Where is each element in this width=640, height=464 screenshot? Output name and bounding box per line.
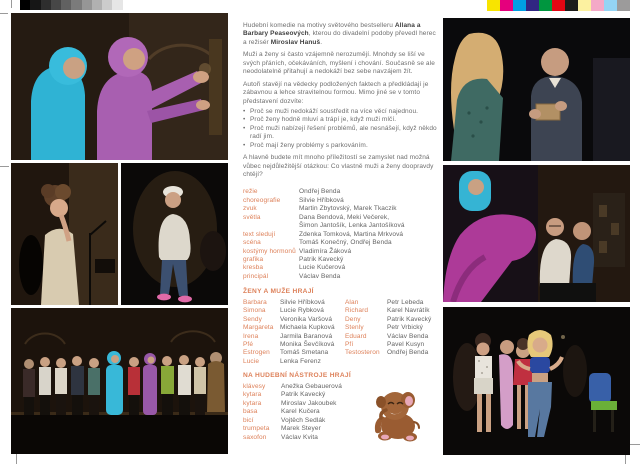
cast-row: Sendy Veronika Varšová [243, 315, 333, 323]
gray-swatch [61, 0, 71, 10]
right-photo-column [443, 18, 630, 455]
credit-row: režie Ondřej Benda [243, 188, 341, 196]
band-row: kytara Miroslav Jakoubek [243, 399, 337, 407]
credit-row: grafika Patrik Kavecký [243, 255, 344, 263]
band-row: saxofon Václav Kvita [243, 433, 318, 441]
cast-row: Deny Patrik Kavecký [345, 315, 432, 323]
cast-list [243, 299, 439, 367]
photo-actor-white-tshirt [121, 163, 228, 305]
gray-swatch [123, 0, 133, 10]
list-item: • Proč se muži nedokáží soustředit na více věcí najednou. [243, 107, 419, 115]
mammoth-cartoon-icon [368, 384, 426, 442]
color-swatch [539, 0, 552, 11]
list-item: • Proč muži nabízejí řešení problémů, ale nesnášejí, když někdo radí jim. [243, 124, 437, 141]
cast-row: Stenly Petr Vrbický [345, 324, 423, 332]
cast-row: Testosteron Ondřej Benda [345, 349, 429, 357]
intro-paragraph-3: Autoři stavějí na vědecky podložených faktech a předkládají je zábavnou a lehce stravitelnou formou. Mimo jiné se v tomto představení dozvíte: [243, 80, 429, 105]
trim-mark [11, 0, 12, 8]
credit-row: text sledují Zdenka Tomková, Martina Mrkvová [243, 230, 404, 238]
gray-swatch [92, 0, 102, 10]
band-row: basa Karel Kučera [243, 408, 320, 416]
cast-row: Pfé Monika Ševčíková [243, 341, 335, 348]
gray-swatch [41, 0, 51, 10]
trim-mark [16, 453, 17, 464]
band-row: kytara Patrik Kavecký [243, 391, 326, 399]
gray-swatch [82, 0, 92, 10]
cast-section-heading: ŽENY A MUŽE HRAJÍ [243, 288, 314, 296]
gray-swatch [30, 0, 40, 10]
intro-paragraph-2: Muži a ženy si často vzájemně nerozumějí. Mnohdy se liší ve svých přáních, očekáváních, myšlení i chování. Současně se ale neodolatelně přitahují a nedokáží bez sebe navzájem žít. [243, 51, 435, 76]
color-swatch [526, 0, 539, 11]
production-credits [243, 188, 439, 281]
cast-column-left [243, 299, 345, 367]
bullet-list [243, 108, 439, 150]
color-swatch [578, 0, 591, 11]
color-swatch [500, 0, 513, 11]
band-row: klávesy Anežka Gebauerová [243, 382, 342, 390]
color-swatch [552, 0, 565, 11]
list-item: • Proč ženy hodně mluví a trápí je, když muži mlčí. [243, 116, 397, 124]
credit-row: choreografie Silvie Hříbková [243, 196, 344, 204]
credit-row: světla Dana Bendová, Meki Večerek, Šimon Jantošík, Lenka Jantošíková [243, 213, 405, 230]
cast-row: Irena Jarmila Baranová [243, 332, 333, 340]
band-row: trumpeta Marek Steyer [243, 425, 321, 433]
author-names: Allana a Barbary Peaseových [243, 22, 421, 38]
cast-column-right [345, 299, 439, 367]
list-item: • Proč mají ženy problémy s parkováním. [243, 141, 368, 149]
gray-swatch [51, 0, 61, 10]
cast-row: Eduard Václav Benda [345, 332, 429, 340]
cast-row: Lucie Lenka Ferenz [243, 357, 321, 365]
left-photo-row [11, 163, 228, 305]
fold-mark [0, 166, 9, 167]
credit-row: zvuk Martin Zbytovský, Marek Tkaczik [243, 205, 397, 213]
cast-row: Estrogen Tomáš Smetana [243, 349, 329, 357]
program-text-column [243, 22, 439, 442]
gray-swatch [71, 0, 81, 10]
color-calibration-bar [487, 0, 630, 11]
intro-paragraph-1: Hudební komedie na motivy světového bestselleru Allana a Barbary Peaseových, kterou do divadelní podoby převedl herec a režisér Miroslav Hanuš. [243, 22, 436, 46]
grayscale-calibration-bar [20, 0, 133, 10]
credit-row: kostýmy hormonů Vladimíra Žáková [243, 247, 352, 255]
credit-row: scéna Tomáš Konečný, Ondřej Benda [243, 239, 392, 247]
photo-cast-curtain-call [11, 308, 228, 454]
cast-row: Barbara Silvie Hříbková [243, 298, 325, 306]
cast-row: Pfí Pavel Kusyn [345, 341, 425, 348]
cast-row: Richard Karel Navrátík [345, 307, 430, 315]
color-swatch [565, 0, 578, 11]
photo-crouching-scene [443, 165, 630, 302]
trim-mark [0, 13, 8, 14]
photo-dance-scene [443, 307, 630, 455]
credit-row: principál Václav Benda [243, 272, 341, 280]
photo-couple-with-box [443, 18, 630, 161]
gray-swatch [112, 0, 122, 10]
credit-row: kresba Lucie Kučerová [243, 264, 346, 272]
gray-swatch [102, 0, 112, 10]
color-swatch [617, 0, 630, 11]
gray-swatch [20, 0, 30, 10]
color-swatch [513, 0, 526, 11]
color-swatch [604, 0, 617, 11]
director-name: Miroslav Hanuš [270, 38, 321, 46]
trim-mark [629, 444, 640, 445]
photo-actress-cream-dress [11, 163, 118, 305]
color-swatch [487, 0, 500, 11]
left-photo-column [11, 13, 228, 454]
color-swatch [591, 0, 604, 11]
cast-row: Alan Petr Lebeda [345, 298, 424, 306]
band-row: bicí Vojtěch Sedlák [243, 416, 326, 424]
photo-morphsuit-actors [11, 13, 228, 160]
cast-row: Margareta Michaela Kupková [243, 324, 335, 332]
cast-row: Simona Lucie Rybková [243, 307, 324, 315]
intro-paragraph-4: A hlavně budete mít mnoho příležitostí se zamyslet nad možná vůbec nejdůležitější otázkou: Co vlastně muži a ženy doopravdy chtějí? [243, 154, 434, 178]
band-section-heading: NA HUDEBNÍ NÁSTROJE HRAJÍ [243, 372, 352, 380]
